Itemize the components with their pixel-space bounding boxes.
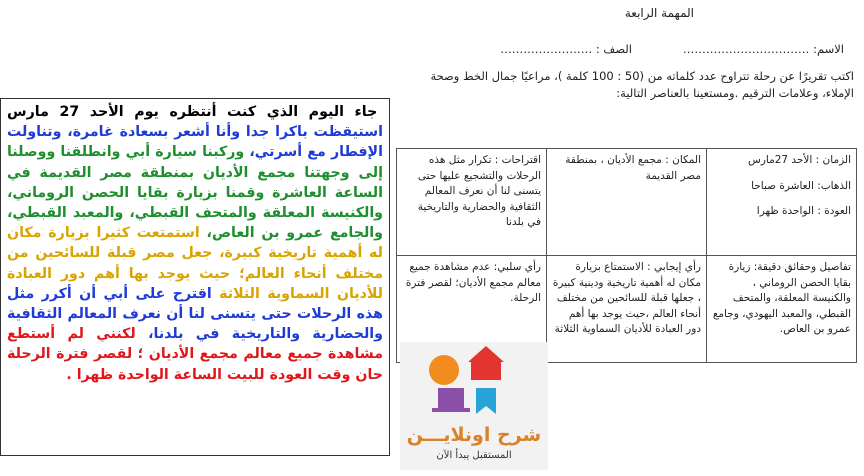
return-text: العودة : الواحدة ظهرا: [756, 205, 851, 217]
logo-tagline: المستقبل يبدأ الآن: [436, 450, 512, 461]
report-text-box: [0, 98, 390, 456]
class-field: الصف : ……………………: [500, 42, 632, 56]
report-sentence-6: لكنني لم أستطع مشاهدة جميع معالم مجمع الأديان ؛ لقصر فترة الرحلة حان وقت العودة للبيت الساعة الواحدة ظهرا .: [7, 326, 383, 383]
positive-opinion-cell: رأي إيجابي : الاستمتاع بزيارة مكان له أهمية تاريخية ودينية كبيرة ، جعلها قبلة للسائحين من مختلف أنحاء العالم ،حيث يوجد بها أهم دور العبادة للأديان السماوية الثلاثة: [547, 256, 707, 363]
report-sentence-3: وركبنا سيارة أبي وانطلقنا ووصلنا إلى وجهتنا مجمع الأديان بمنطقة مصر القديمة في الساعة العاشرة وقمنا بزيارة بقايا الحصن الروماني، والكنيسة المعلقة والمتحف القبطي، والمعبد القبطي، والجامع عمرو بن العاص،: [7, 144, 383, 242]
logo-graphic-icon: [400, 342, 548, 422]
elements-table: [396, 148, 857, 363]
report-sentence-1: جاء اليوم الذي كنت أنتظره يوم الأحد 27 مارس: [7, 104, 378, 120]
report-sentence-2: استيقظت باكرا جدا وأنا أشعر بسعادة غامرة، وتناولت الإفطار مع أسرتي،: [7, 124, 383, 161]
details-cell: تفاصيل وحقائق دقيقة: زيارة بقايا الحصن الروماني ، والكنيسة المعلقة، والمتحف القبطي، والمعبد اليهودي، وجامع عمرو بن العاص.: [707, 256, 857, 363]
name-field: الاسم: ……………………………: [682, 42, 844, 56]
suggestions-cell: اقتراحات : تكرار مثل هذه الرحلات والتشجيع عليها حتى يتسنى لنا أن نعرف المعالم الثقافية والحضارية والتاريخية في بلدنا: [397, 149, 547, 256]
worksheet-instructions: اكتب تقريرًا عن رحلة تتراوح عدد كلماته من (50 : 100 كلمة )، مراعيًا جمال الخط وصحة الإملاء، وعلامات الترقيم .ومستعينا بالعناصر التالية:: [430, 69, 854, 100]
logo-title: شرح اونلايـــن: [406, 424, 542, 446]
site-logo: [400, 342, 548, 470]
time-cell: [707, 149, 857, 256]
report-sentence-5: اقترح على أبي أن أكرر مثل هذه الرحلات حتى يتسنى لنا أن نعرف المعالم الثقافية والحضارية والتاريخية في بلدنا،: [7, 285, 383, 343]
worksheet-title: المهمة الرابعة: [624, 6, 694, 20]
report-sentence-4: استمتعت كثيرا بزيارة مكان له أهمية تاريخية كبيرة، جعل مصر قبلة للسائحين من مختلف أنحاء العالم؛ حيث يوجد بها أهم دور العبادة للأديان السماوية الثلاثة: [7, 225, 383, 302]
time-text: الزمان : الأحد 27مارس: [748, 154, 851, 166]
place-cell: المكان : مجمع الأديان ، بمنطقة مصر القديمة: [547, 149, 707, 256]
negative-opinion-cell: رأي سلبي: عدم مشاهدة جميع معالم مجمع الأديان؛ لقصر فترة الرحلة.: [397, 256, 547, 363]
departure-text: الذهاب: العاشرة صباحا: [751, 179, 851, 192]
